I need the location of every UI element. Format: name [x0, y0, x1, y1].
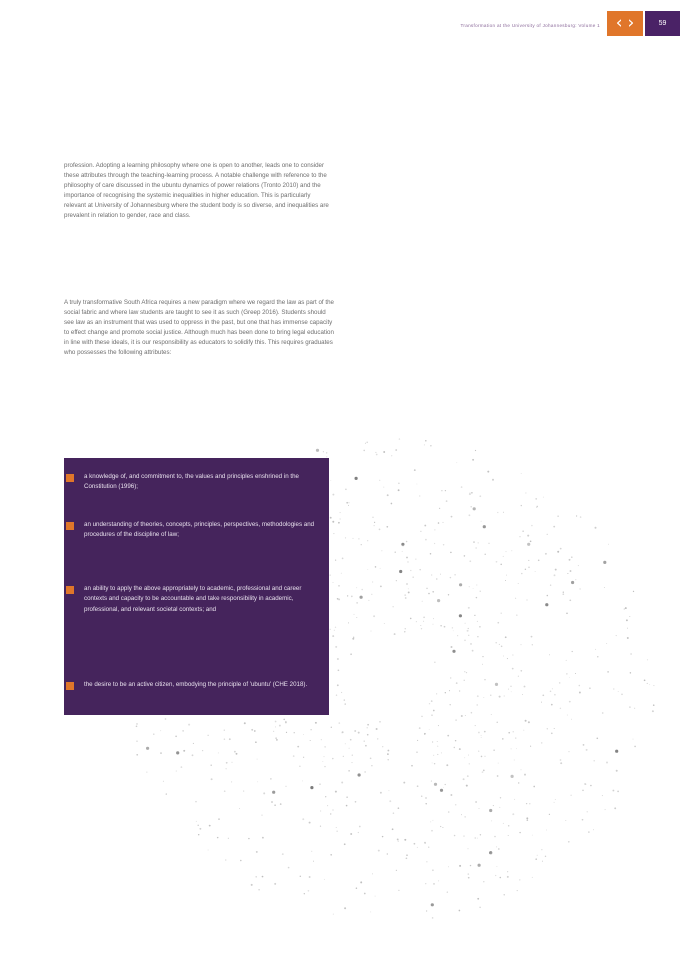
header-title: Transformation at the University of Johannesburg: Volume 1 — [460, 23, 600, 28]
list-item-text: a knowledge of, and commitment to, the values and principles enshrined in the Constitution (1996); — [84, 473, 299, 491]
chevron-left-icon[interactable]: ‹ — [615, 13, 623, 33]
list-item-text: an understanding of theories, concepts, principles, perspectives, methodologies and procedures of the discipline of law; — [84, 521, 315, 539]
page-number: 59 — [645, 11, 680, 36]
bullet-icon — [66, 682, 74, 690]
page-nav — [607, 11, 643, 36]
list-item-text: an ability to apply the above appropriately to academic, professional and career contexts and capacity to be accountable and take responsibility in academic, professional, and relevant societal contexts; and — [84, 585, 302, 613]
paragraph: A truly transformative South Africa requires a new paradigm where we regard the law as part of the social fabric and where law students are taught to see it as such (Greep 2016). Students should see law as an instrument that was used to oppress in the past, but one that has immense capacity to effect change and promote social justice. Although much has been done to bring legal education in line with these ideals, it is our responsibility as educators to solidify this. This requires graduates who possesses the following attributes: — [64, 299, 334, 357]
bullet-icon — [66, 522, 74, 530]
bullet-icon — [66, 586, 74, 594]
chevron-right-icon[interactable]: › — [627, 13, 635, 33]
bullet-icon — [66, 474, 74, 482]
paragraph: profession. Adopting a learning philosophy where one is open to another, leads one to consider these attributes through the teaching-learning process. A notable challenge with reference to the philosophy of care discussed in the ubuntu dynamics of power relations (Tronto 2010) and the importance of recognising the systemic inequalities in higher education. This is particularly relevant at University of Johannesburg where the student body is so diverse, and inequalities are prevalent in relation to gender, race and class. — [64, 162, 329, 220]
graduate-attributes-box — [64, 458, 329, 715]
list-item-text: the desire to be an active citizen, embodying the principle of 'ubuntu' (CHE 2018). — [84, 681, 308, 688]
